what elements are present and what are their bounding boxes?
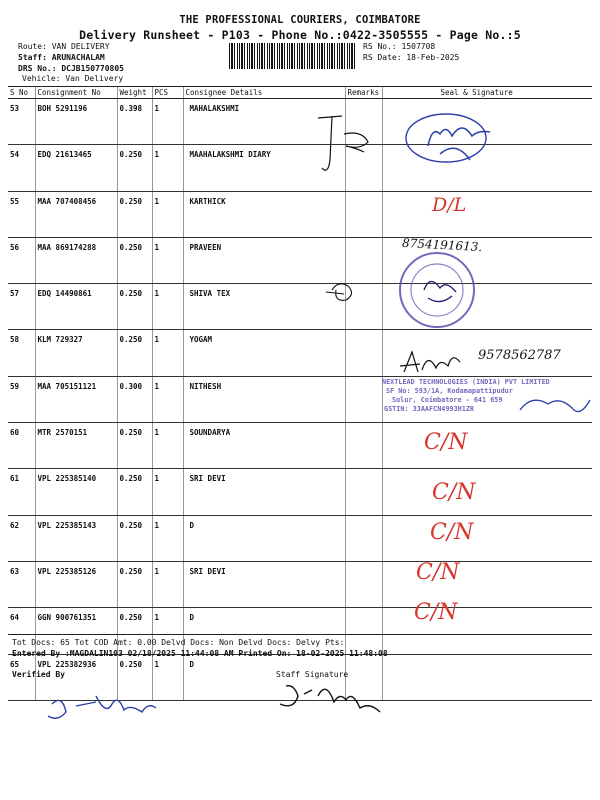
row-weight: 0.250 [117, 284, 152, 330]
stamp-line-1: NEXTLEAD TECHNOLOGIES (INDIA) PVT LIMITED [382, 378, 550, 386]
row-consignee: KARTHICK [183, 191, 345, 237]
footer-rule [8, 634, 592, 635]
row-consignment: EDQ 21613465 [35, 145, 117, 191]
row-pcs: 1 [152, 237, 183, 283]
row-sno: 57 [8, 284, 35, 330]
phone-note-59: 9578562787 [478, 348, 561, 363]
row-consignee: SHIVA TEX [183, 284, 345, 330]
cn-note-63: C/N [430, 520, 474, 545]
row-consignment: KLM 729327 [35, 330, 117, 376]
col-weight: Weight [117, 87, 152, 99]
row-consignment: BOH 5291196 [35, 99, 117, 145]
rs-number: RS No.: 1507708 [363, 42, 436, 51]
row-pcs: 1 [152, 330, 183, 376]
row-sno: 54 [8, 145, 35, 191]
verified-by-label: Verified By [12, 670, 65, 679]
stamp-line-3: Sulur, Coimbatore - 641 659 [392, 396, 503, 404]
row-consignee: SOUNDARYA [183, 423, 345, 469]
row-pcs: 1 [152, 469, 183, 515]
row-weight: 0.250 [117, 515, 152, 561]
runsheet-subtitle: Delivery Runsheet - P103 - Phone No.:0422-3505555 - Page No.:5 [79, 28, 521, 42]
row-weight: 0.250 [117, 561, 152, 607]
row-pcs: 1 [152, 284, 183, 330]
drs-label: DRS No.: [18, 64, 57, 73]
row-consignee: D [183, 654, 345, 700]
col-remarks: Remarks [345, 87, 382, 99]
row-consignment: EDQ 14490861 [35, 284, 117, 330]
row-weight: 0.398 [117, 99, 152, 145]
row-pcs: 1 [152, 608, 183, 654]
row-sno: 64 [8, 608, 35, 654]
row-pcs: 1 [152, 376, 183, 422]
row-pcs: 1 [152, 654, 183, 700]
col-sno: S No [8, 87, 35, 99]
row-weight: 0.250 [117, 145, 152, 191]
row-weight: 0.300 [117, 376, 152, 422]
footer-totals: Tot Docs: 65 Tot COD Amt: 0.00 Delvd Docs: Non Delvd Docs: Delvy Pts: [12, 638, 345, 647]
row-pcs: 1 [152, 423, 183, 469]
cn-note-61: C/N [424, 430, 468, 455]
row-consignment: VPL 225385140 [35, 469, 117, 515]
row-sno: 63 [8, 561, 35, 607]
row-sno: 59 [8, 376, 35, 422]
route: Route: VAN DELIVERY [18, 42, 110, 51]
row-pcs: 1 [152, 145, 183, 191]
row-sno: 55 [8, 191, 35, 237]
row-sno: 65 [8, 654, 35, 700]
row-consignment: GGN 900761351 [35, 608, 117, 654]
row-weight: 0.250 [117, 330, 152, 376]
drs-number: DCJB150770805 [61, 64, 124, 73]
row-sno: 53 [8, 99, 35, 145]
row-sno: 60 [8, 423, 35, 469]
staff-signature-label: Staff Signature [276, 670, 349, 679]
col-pcs: PCS [152, 87, 183, 99]
stamp-line-4: GSTIN: 33AAFCN4993H1ZR [384, 405, 475, 413]
row-consignee: SRI DEVI [183, 469, 345, 515]
phone-note-56: 8754191613. [401, 235, 483, 255]
stamp-line-2: SF No: 593/1A, Kodamapattipudur [386, 387, 513, 395]
row-consignment: VPL 225382936 [35, 654, 117, 700]
row-consignee: MAHALAKSHMI [183, 99, 345, 145]
row-pcs: 1 [152, 99, 183, 145]
row-pcs: 1 [152, 191, 183, 237]
company-stamp [382, 378, 592, 414]
footer-entered: Entered By :MAGDALIN103 02/18/2025 11:44:08 AM Printed On: 18-02-2025 11:48:08 [12, 649, 388, 658]
row-pcs: 1 [152, 515, 183, 561]
row-weight: 0.250 [117, 654, 152, 700]
row-weight: 0.250 [117, 469, 152, 515]
cn-note-65: C/N [414, 600, 458, 625]
row-consignee: MAAHALAKSHMI DIARY [183, 145, 345, 191]
row-consignee: D [183, 515, 345, 561]
seal-stamp-53 [406, 114, 486, 162]
row-sno: 56 [8, 237, 35, 283]
row-consignee: SRI DEVI [183, 561, 345, 607]
staff-name: ARUNACHALAM [51, 53, 105, 62]
row-consignment: MAA 705151121 [35, 376, 117, 422]
col-seal: Seal & Signature [382, 87, 592, 99]
row-consignee: NITHESH [183, 376, 345, 422]
row-sno: 58 [8, 330, 35, 376]
cn-note-62: C/N [432, 480, 476, 505]
row-weight: 0.250 [117, 237, 152, 283]
company-title: THE PROFESSIONAL COURIERS, COIMBATORE [179, 14, 421, 26]
row-weight: 0.250 [117, 423, 152, 469]
row-pcs: 1 [152, 561, 183, 607]
staff-signature-mark [280, 686, 380, 712]
row-consignment: VPL 225385143 [35, 515, 117, 561]
row-consignment: MTR 2570151 [35, 423, 117, 469]
row-sno: 61 [8, 469, 35, 515]
col-consignee: Consignee Details [183, 87, 345, 99]
verified-signature [48, 696, 156, 718]
col-consignment: Consignment No [35, 87, 117, 99]
row-consignee: PRAVEEN [183, 237, 345, 283]
row-consignee: YOGAM [183, 330, 345, 376]
row-consignment: MAA 707408456 [35, 191, 117, 237]
row-consignment: VPL 225385126 [35, 561, 117, 607]
staff-label: Staff: [18, 53, 47, 62]
row-weight: 0.250 [117, 191, 152, 237]
cn-note-64: C/N [416, 560, 460, 585]
row-weight: 0.250 [117, 608, 152, 654]
vehicle: Vehicle: Van Delivery [22, 74, 124, 83]
rs-date: RS Date: 18-Feb-2025 [363, 53, 460, 62]
row-sno: 62 [8, 515, 35, 561]
row-consignee: D [183, 608, 345, 654]
dl-note: D/L [432, 194, 467, 216]
row-consignment: MAA 869174288 [35, 237, 117, 283]
